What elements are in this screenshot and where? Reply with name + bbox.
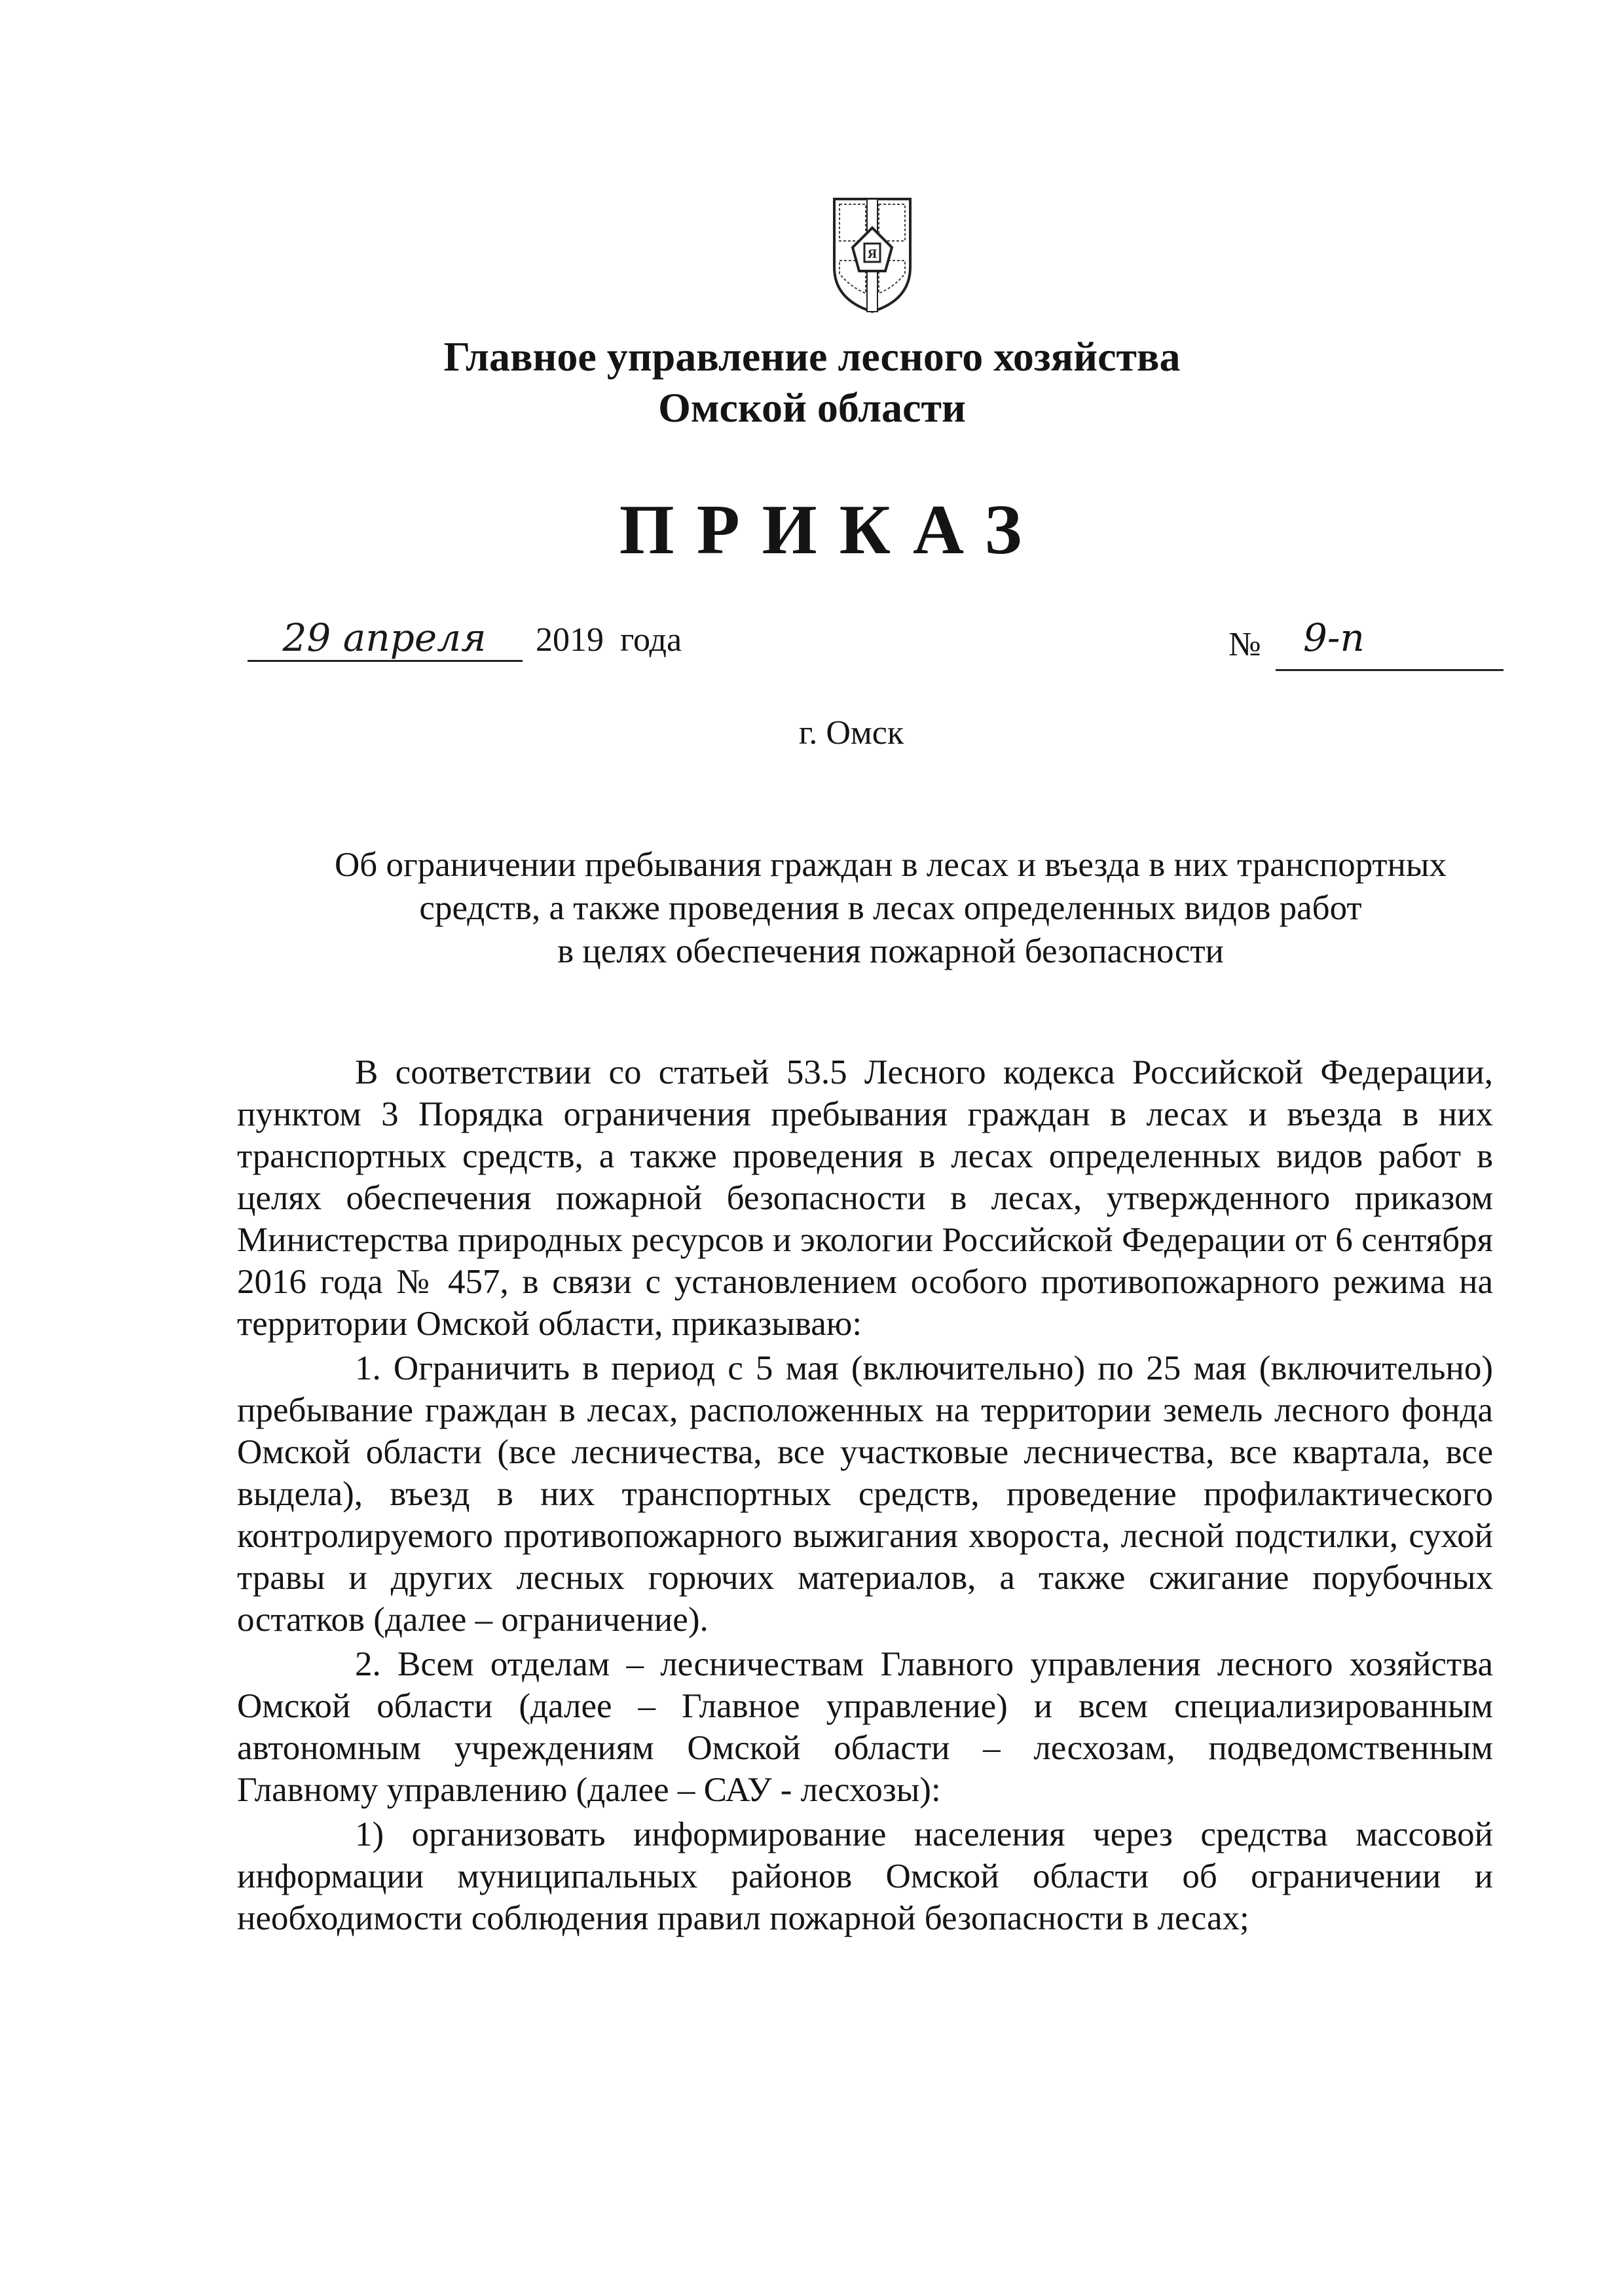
handwritten-date: 29 апреля	[282, 615, 487, 660]
order-body	[237, 1051, 1493, 1942]
subject-line: средств, а также проведения в лесах определенных видов работ	[419, 889, 1362, 927]
body-paragraph: 1) организовать информирование населения через средства массовой информации муниципальных районов Омской области об ограничении и необходимости соблюдения правил пожарной безопасности в лесах;	[237, 1815, 1493, 1937]
body-paragraph: 2. Всем отделам – лесничествам Главного управления лесного хозяйства Омской области (далее – Главное управление) и всем специализированным автономным учреждениям Омской области – лесхозам, подведомственным Главному управлению (далее – САУ - лесхозы):	[237, 1645, 1493, 1809]
number-label: №	[1228, 626, 1261, 663]
subject-line: в целях обеспечения пожарной безопасности	[557, 932, 1224, 970]
omsk-coat-of-arms-icon	[830, 195, 914, 314]
org-name-line2: Омской области	[658, 384, 966, 431]
number-underline	[1276, 669, 1504, 671]
body-paragraph: В соответствии со статьей 53.5 Лесного кодекса Российской Федерации, пунктом 3 Порядка ограничения пребывания граждан в лесах и въезда в них транспортных средств, а также проведения в лесах определенных видов работ в целях обеспечения пожарной безопасности в лесах, утвержденного приказом Министерства природных ресурсов и экологии Российской Федерации от 6 сентября 2016 года № 457, в связи с установлением особого противопожарного режима на территории Омской области, приказываю:	[237, 1053, 1493, 1343]
order-subject	[249, 843, 1532, 973]
org-name-line1: Главное управление лесного хозяйства	[443, 333, 1181, 380]
document-title: ПРИКАЗ	[619, 491, 1044, 569]
year-text: 2019 года	[536, 621, 682, 659]
date-underline	[248, 660, 523, 662]
handwritten-number: 9-п	[1303, 615, 1365, 660]
city: г. Омск	[798, 714, 904, 752]
svg-text:Я: Я	[867, 247, 877, 261]
subject-line: Об ограничении пребывания граждан в лесах и въезда в них транспортных	[334, 846, 1447, 884]
body-paragraph: 1. Ограничить в период с 5 мая (включительно) по 25 мая (включительно) пребывание граждан в лесах, расположенных на территории земель лесного фонда Омской области (все лесничества, все участковые лесничества, все квартала, все выдела), въезд в них транспортных средств, проведение профилактического контролируемого противопожарного выжигания хвороста, лесной подстилки, сухой травы и других лесных горючих материалов, а также сжигание порубочных остатков (далее – ограничение).	[237, 1349, 1493, 1639]
